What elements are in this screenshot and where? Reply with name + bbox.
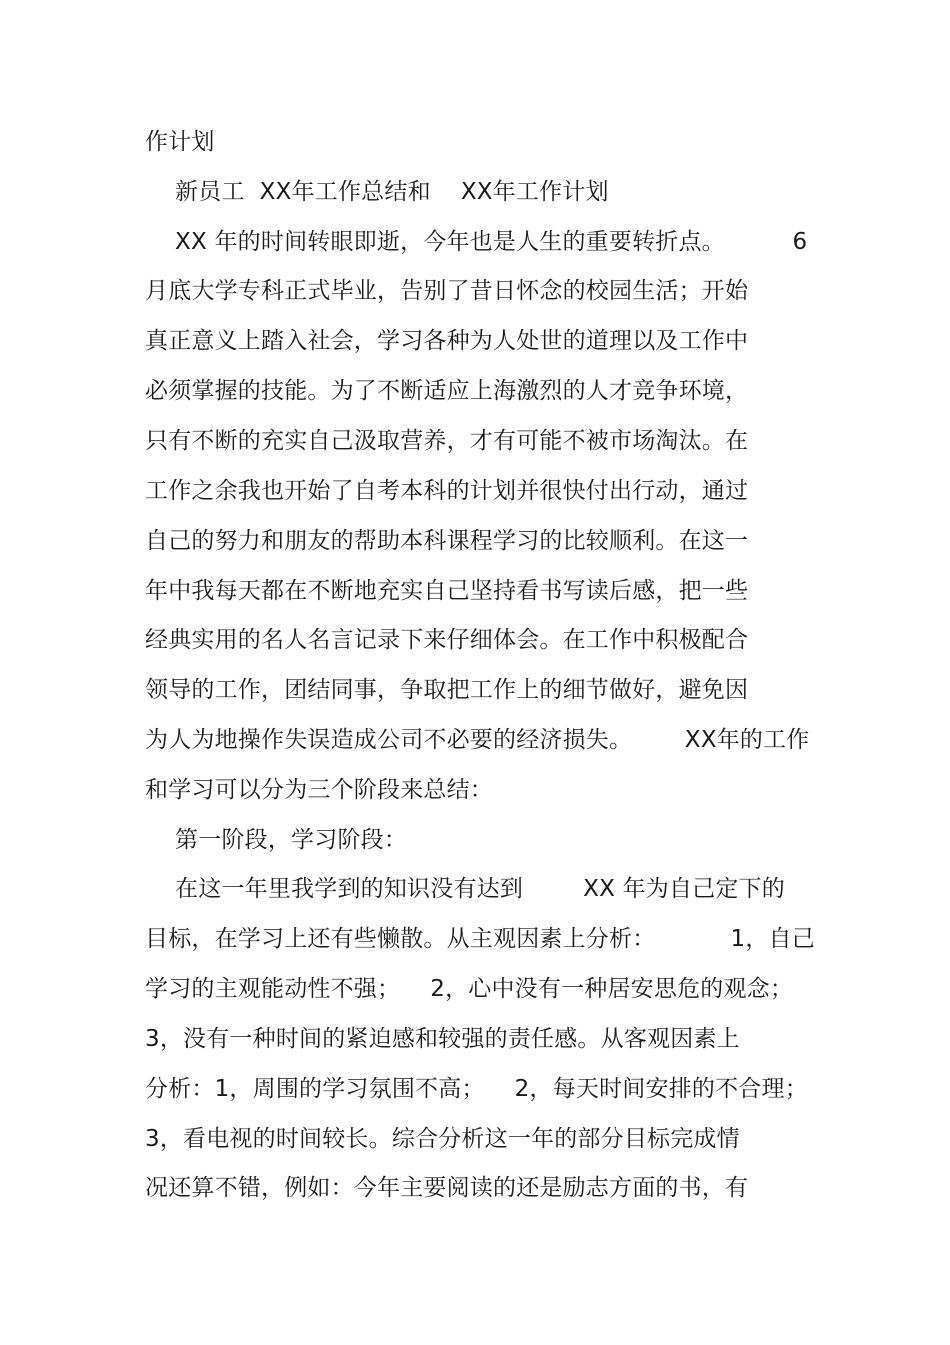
text-line: 况还算不错，例如：今年主要阅读的还是励志方面的书，有 [145, 1175, 749, 1201]
text-line: 经典实用的名人名言记录下来仔细体会。在工作中积极配合 [145, 627, 749, 653]
text-line: XX 年的时间转眼即逝，今年也是人生的重要转折点。 6 [145, 229, 808, 255]
text-line: 年中我每天都在不断地充实自己坚持看书写读后感，把一些 [145, 578, 749, 604]
text-line: 领导的工作，团结同事，争取把工作上的细节做好，避免因 [145, 677, 749, 703]
text-line: 自己的努力和朋友的帮助本科课程学习的比较顺利。在这一 [145, 528, 749, 554]
heading-line: 新员工 XX年工作总结和 XX年工作计划 [145, 179, 609, 205]
text-line: 真正意义上踏入社会，学习各种为人处世的道理以及工作中 [145, 328, 749, 354]
text-line: 和学习可以分为三个阶段来总结： [145, 777, 493, 803]
text-line: 在这一年里我学到的知识没有达到 XX 年为自己定下的 [145, 876, 785, 902]
text-line: 3，没有一种时间的紧迫感和较强的责任感。从客观因素上 [145, 1026, 740, 1052]
text-line: 作计划 [145, 129, 215, 155]
text-line: 分析：1，周围的学习氛围不高； 2，每天时间安排的不合理； [145, 1076, 808, 1102]
text-line: 只有不断的充实自己汲取营养，才有可能不被市场淘汰。在 [145, 428, 749, 454]
text-line: 学习的主观能动性不强； 2，心中没有一种居安思危的观念； [145, 976, 794, 1002]
text-line: 月底大学专科正式毕业，告别了昔日怀念的校园生活；开始 [145, 278, 749, 304]
text-line: 必须掌握的技能。为了不断适应上海激烈的人才竞争环境， [145, 378, 749, 404]
section-heading: 第一阶段，学习阶段： [145, 827, 408, 853]
text-line: 工作之余我也开始了自考本科的计划并很快付出行动，通过 [145, 478, 749, 504]
text-line: 为人为地操作失误造成公司不必要的经济损失。 XX年的工作 [145, 727, 810, 753]
text-line: 3，看电视的时间较长。综合分析这一年的部分目标完成情 [145, 1126, 740, 1152]
text-line: 目标，在学习上还有些懒散。从主观因素上分析： 1，自己 [145, 926, 815, 952]
